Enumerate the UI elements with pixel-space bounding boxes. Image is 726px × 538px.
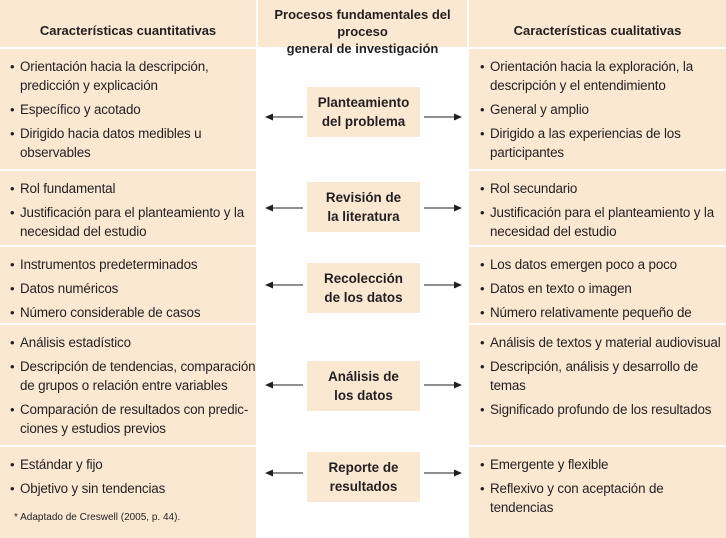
- process-box-5: [307, 452, 420, 502]
- list-item: [10, 57, 209, 95]
- process-label-line: del problema: [321, 114, 406, 129]
- list-item-line: • Objetivo y sin tendencias: [20, 481, 166, 496]
- header-quantitative-label: Características cuantitativas: [39, 23, 217, 38]
- list-item-line: necesidad del estudio: [490, 224, 617, 239]
- list-item-line: • Significado profundo de los resultados: [490, 402, 712, 417]
- arrow-right-icon: [424, 203, 462, 213]
- list-item: [10, 333, 255, 352]
- qualitative-cell-1: [469, 49, 726, 169]
- header-qualitative: [469, 0, 726, 49]
- list-item: [480, 57, 693, 95]
- qualitative-cell-5: [469, 447, 726, 538]
- list-item-line: • Los datos emergen poco a poco: [490, 257, 677, 272]
- list-item: [10, 303, 200, 322]
- process-label-line: la literatura: [327, 209, 400, 224]
- list-item: [10, 255, 200, 274]
- arrow-right-icon: [424, 112, 462, 122]
- list-item: [10, 100, 209, 119]
- list-item-line: • Dirigido hacia datos medibles u: [20, 126, 202, 141]
- list-item: [480, 203, 714, 241]
- list-item-line: • Número considerable de casos: [20, 305, 201, 320]
- process-label: [324, 269, 403, 307]
- list-item-line: • Orientación hacia la exploración, la: [490, 59, 694, 74]
- process-label-line: Planteamiento: [317, 95, 410, 110]
- header-processes-line2: general de investigación: [286, 41, 439, 56]
- list-item: [480, 333, 721, 352]
- list-item-line: • Orientación hacia la descripción,: [20, 59, 209, 74]
- list-item-line: • Instrumentos predeterminados: [20, 257, 198, 272]
- list-item-line: • Descripción, análisis y desarrollo de: [490, 359, 699, 374]
- list-item: [10, 479, 165, 498]
- list-item-line: • Reflexivo y con aceptación de tendencias: [490, 481, 664, 515]
- list-item-line: • Emergente y flexible: [490, 457, 609, 472]
- list-item-line: participantes: [490, 145, 564, 160]
- list-item-line: observables: [20, 145, 91, 160]
- list-item-line: de grupos o relación entre variables: [20, 378, 228, 393]
- list-item-line: • Rol secundario: [490, 181, 578, 196]
- characteristics-list: [480, 179, 714, 246]
- list-item-line: • Análisis estadístico: [20, 335, 131, 350]
- list-item: [480, 124, 693, 162]
- process-label: [329, 458, 399, 496]
- arrow-left-icon: [265, 112, 303, 122]
- list-item-line: ciones y estudios previos: [20, 421, 166, 436]
- list-item-line: • Número relativamente pequeño de: [490, 305, 692, 320]
- list-item-line: • Descripción de tendencias, comparación: [20, 359, 256, 374]
- list-item-line: • Datos en texto o imagen: [490, 281, 632, 296]
- list-item: [480, 100, 693, 119]
- characteristics-list: [10, 255, 200, 327]
- list-item-line: • Justificación para el planteamiento y la: [490, 205, 715, 220]
- process-box-3: [307, 263, 420, 313]
- list-item: [480, 179, 714, 198]
- header-processes: [258, 0, 467, 56]
- arrow-right-icon: [424, 280, 462, 290]
- arrow-left-icon: [265, 203, 303, 213]
- list-item-line: descripción y el entendimiento: [490, 78, 666, 93]
- list-item-line: • Análisis de textos y material audiovisual: [490, 335, 721, 350]
- list-item: [10, 279, 200, 298]
- process-label-line: los datos: [334, 388, 393, 403]
- process-label-line: Reporte de: [328, 460, 399, 475]
- process-label: [328, 367, 399, 405]
- quantitative-cell-2: [0, 171, 256, 245]
- qualitative-cell-3: [469, 247, 726, 323]
- list-item-line: • Rol fundamental: [20, 181, 116, 196]
- qualitative-cell-2: [469, 171, 726, 245]
- arrow-left-icon: [265, 380, 303, 390]
- characteristics-list: [10, 179, 244, 246]
- process-box-1: [307, 87, 420, 137]
- list-item-line: • Justificación para el planteamiento y la: [20, 205, 245, 220]
- list-item: [480, 357, 721, 395]
- list-item-line: • Datos numéricos: [20, 281, 119, 296]
- characteristics-list: [480, 333, 721, 424]
- process-label-line: Análisis de: [328, 369, 399, 384]
- list-item-line: • General y amplio: [490, 102, 589, 117]
- list-item: [480, 479, 726, 517]
- quantitative-cell-1: [0, 49, 256, 169]
- list-item-line: • Comparación de resultados con predic-: [20, 402, 249, 417]
- process-box-4: [307, 361, 420, 411]
- list-item-line: predicción y explicación: [20, 78, 158, 93]
- list-item: [480, 279, 726, 298]
- list-item: [10, 400, 255, 438]
- list-item-line: • Estándar y fijo: [20, 457, 103, 472]
- process-label-line: Revisión de: [325, 190, 402, 205]
- characteristics-list: [10, 455, 165, 503]
- arrow-left-icon: [265, 468, 303, 478]
- header-quantitative: [0, 0, 256, 49]
- quantitative-cell-4: [0, 325, 256, 445]
- process-label: [318, 93, 410, 131]
- list-item-line: • Dirigido a las experiencias de los: [490, 126, 681, 141]
- list-item: [10, 357, 255, 395]
- list-item: [10, 455, 165, 474]
- list-item: [10, 203, 244, 241]
- process-box-2: [307, 182, 420, 232]
- arrow-right-icon: [424, 380, 462, 390]
- list-item: [480, 255, 726, 274]
- characteristics-list: [10, 57, 209, 167]
- characteristics-list: [480, 57, 693, 167]
- list-item-line: necesidad del estudio: [20, 224, 147, 239]
- list-item: [480, 455, 726, 474]
- process-label-line: de los datos: [324, 290, 403, 305]
- quantitative-cell-5: [0, 447, 256, 538]
- arrow-left-icon: [265, 280, 303, 290]
- list-item-line: • Específico y acotado: [20, 102, 141, 117]
- characteristics-list: [10, 333, 255, 443]
- quantitative-cell-3: [0, 247, 256, 323]
- characteristics-list: [480, 455, 726, 522]
- process-label: [326, 188, 401, 226]
- header-processes-label: [258, 6, 467, 57]
- list-item-line: temas: [490, 378, 526, 393]
- qualitative-cell-4: [469, 325, 726, 445]
- list-item: [10, 124, 209, 162]
- process-label-line: Recolección: [324, 271, 403, 286]
- header-qualitative-label: Características cualitativas: [513, 23, 682, 38]
- arrow-right-icon: [424, 468, 462, 478]
- footnote: * Adaptado de Creswell (2005, p. 44).: [14, 512, 181, 523]
- list-item: [480, 400, 721, 419]
- process-label-line: resultados: [329, 479, 398, 494]
- header-processes-line1: Procesos fundamentales del proceso: [274, 7, 451, 39]
- list-item: [10, 179, 244, 198]
